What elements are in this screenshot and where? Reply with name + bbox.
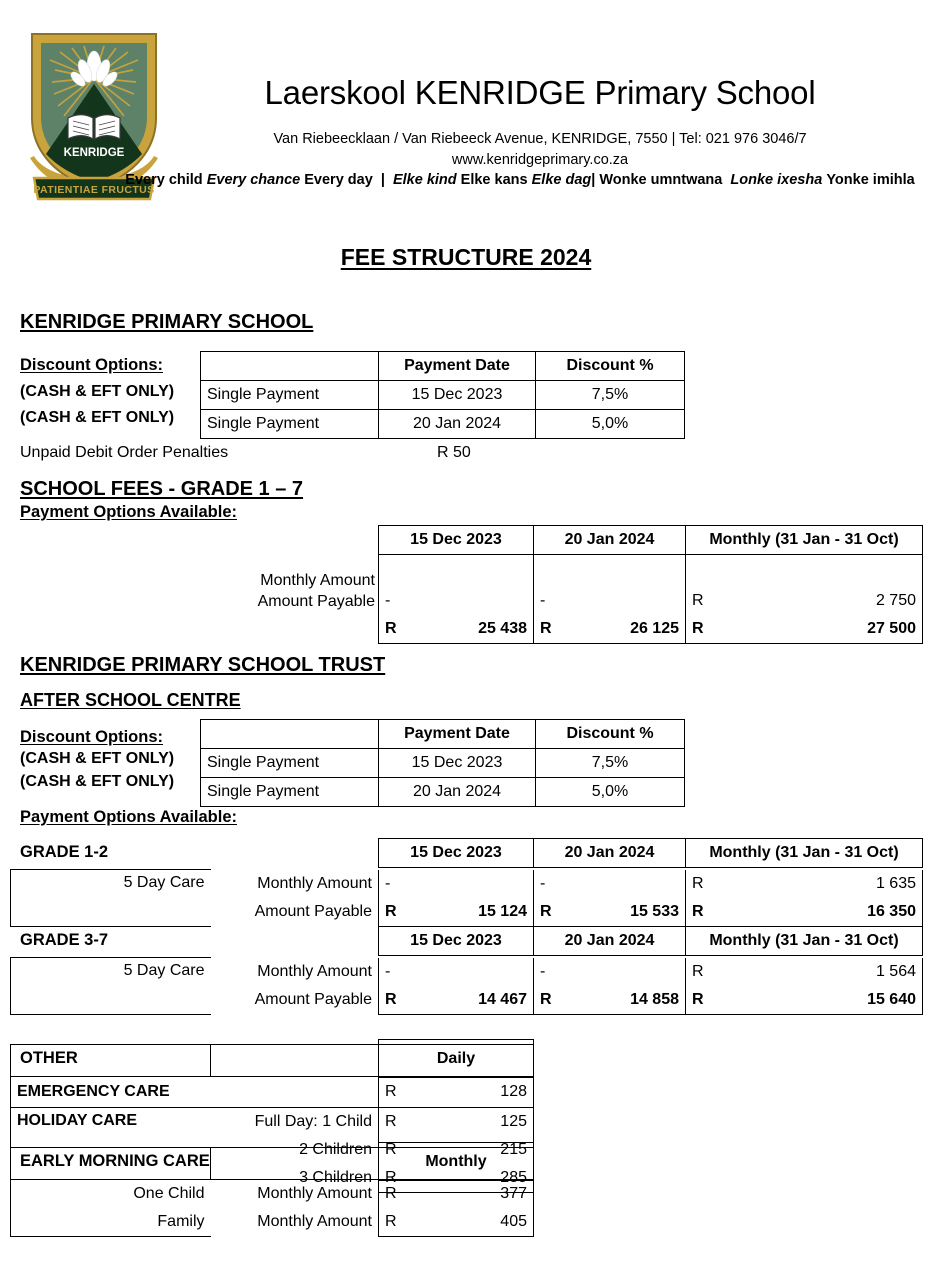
grade-1-2-amount-payable-15dec [379, 898, 534, 927]
school-tagline [120, 172, 920, 188]
discount-header-pct-trust: Discount % [536, 720, 685, 749]
fees-spacer-1 [379, 555, 534, 588]
val: 377 [500, 1185, 527, 1202]
table-row [379, 615, 923, 644]
early-morning-value-1 [379, 1180, 534, 1209]
table-row [11, 1077, 534, 1108]
cur: - [385, 874, 391, 892]
val: 128 [500, 1083, 527, 1100]
grade-1-2-row-label-amount-payable: Amount Payable [254, 902, 372, 920]
tagline-part-8: Lonke ixesha [730, 172, 823, 188]
discount-pct-trust-2: 5,0% [536, 778, 685, 807]
school-website: www.kenridgeprimary.co.za [451, 152, 629, 168]
discount-date-school-2: 20 Jan 2024 [379, 410, 536, 439]
grade-1-2-monthly-amount-15dec [379, 870, 534, 898]
fees-spacer-2 [534, 555, 686, 588]
cur: - [385, 962, 391, 980]
table-row [379, 927, 923, 956]
grade-3-7-amount-payable-monthly [686, 986, 923, 1015]
fees-header-20jan-school: 20 Jan 2024 [534, 526, 686, 555]
discount-option-trust-2: Single Payment [201, 778, 379, 807]
val: 1 635 [875, 874, 916, 892]
tagline-part-1: Every child [125, 172, 203, 188]
grade-3-7-header-20jan: 20 Jan 2024 [534, 927, 686, 956]
table-row [379, 526, 923, 555]
cur: R [385, 1169, 397, 1186]
grade-3-7-title: GRADE 3-7 [20, 931, 109, 949]
other-spacer-right [379, 1045, 534, 1077]
holiday-care-label: HOLIDAY CARE [11, 1108, 211, 1193]
discount-option-trust-1: Single Payment [201, 749, 379, 778]
grade-1-2-care-label: 5 Day Care [11, 870, 211, 927]
table-row [201, 381, 685, 410]
fees-amount-payable-15dec-school [379, 615, 534, 644]
fees-row-labels-school [200, 570, 375, 612]
grade-3-7-header-monthly: Monthly (31 Jan - 31 Oct) [686, 927, 923, 956]
cur: R [540, 620, 552, 637]
cur: R [385, 1141, 397, 1158]
val: 15 533 [630, 902, 679, 920]
discount-date-trust-1: 15 Dec 2023 [379, 749, 536, 778]
grade-1-2-amount-payable-20jan [534, 898, 686, 927]
early-morning-value-2 [379, 1208, 534, 1237]
grade-1-2-header-15dec: 15 Dec 2023 [379, 839, 534, 868]
grade-3-7-monthly-amount-15dec [379, 958, 534, 986]
section-heading-trust [20, 654, 385, 677]
early-morning-rate-header: Monthly [379, 1143, 534, 1181]
table-row [11, 1148, 534, 1180]
early-morning-row-label-1: Monthly Amount [257, 1185, 372, 1202]
tagline-part-7: Wonke umntwana [599, 172, 723, 188]
early-morning-who-2: Family [11, 1208, 211, 1237]
discount-pct-school-2: 5,0% [536, 410, 685, 439]
table-row [201, 778, 685, 807]
val: 16 350 [867, 902, 916, 920]
tagline-separator-1: | [380, 172, 385, 188]
cur: R [385, 620, 397, 637]
early-morning-table [10, 1147, 534, 1237]
discount-option-school-2: Single Payment [201, 410, 379, 439]
payment-options-label-trust [20, 808, 237, 827]
table-row [11, 1108, 534, 1137]
section-heading-school-fees [20, 478, 303, 501]
cur: R [692, 990, 704, 1008]
cur: - [385, 592, 391, 609]
cur: R [385, 1213, 397, 1230]
grade-1-2-monthly-amount-20jan [534, 870, 686, 898]
grade-3-7-row-label-monthly-amount: Monthly Amount [257, 962, 372, 980]
discount-option-school-1: Single Payment [201, 381, 379, 410]
discount-header-date-school: Payment Date [379, 352, 536, 381]
cur: R [692, 874, 704, 892]
section-heading-school-text: KENRIDGE PRIMARY SCHOOL [20, 311, 314, 333]
val: 27 500 [867, 620, 916, 637]
val: 285 [500, 1169, 527, 1186]
cur: R [692, 962, 704, 980]
discount-date-trust-2: 20 Jan 2024 [379, 778, 536, 807]
grade-3-7-amount-payable-20jan [534, 986, 686, 1015]
val: 2 750 [875, 592, 916, 609]
subheading-after-school-centre-text: AFTER SCHOOL CENTRE [20, 690, 241, 710]
cur: R [385, 1113, 397, 1130]
cur: R [692, 620, 704, 637]
fees-amount-payable-monthly-school [686, 615, 923, 644]
page-title [0, 244, 932, 271]
discount-options-label-school [20, 356, 163, 375]
discount-options-label-school-text: Discount Options: [20, 356, 163, 374]
table-row [11, 870, 923, 898]
discount-pct-school-1: 7,5% [536, 381, 685, 410]
grade-3-7-header-15dec: 15 Dec 2023 [379, 927, 534, 956]
early-morning-care-title: EARLY MORNING CARE [20, 1152, 210, 1170]
cash-eft-label-school-1: (CASH & EFT ONLY) [20, 383, 175, 400]
val: 15 640 [867, 990, 916, 1008]
cur: R [385, 1185, 397, 1202]
other-rate-header: Daily [379, 1040, 534, 1078]
holiday-care-row-label-3: 3 Children [299, 1169, 372, 1187]
fees-spacer-3 [686, 555, 923, 588]
tagline-part-9: Yonke imihla [826, 172, 915, 188]
cur: - [540, 962, 546, 980]
holiday-care-value-1 [379, 1108, 534, 1137]
tagline-part-3: Every day [304, 172, 373, 188]
grade-3-7-monthly-amount-monthly [686, 958, 923, 986]
discount-header-pct-school: Discount % [536, 352, 685, 381]
cash-eft-label-trust-1: (CASH & EFT ONLY) [20, 750, 175, 767]
grade-1-2-body-table [10, 869, 923, 927]
penalty-label: Unpaid Debit Order Penalties [20, 444, 229, 461]
discount-header-blank-trust [201, 720, 379, 749]
tagline-separator-2: | [591, 172, 596, 188]
fees-monthly-amount-20jan-school [534, 587, 686, 615]
early-morning-spacer-mid [211, 1148, 379, 1180]
val: 14 858 [630, 990, 679, 1008]
holiday-care-row-label-2: 2 Children [299, 1141, 372, 1158]
cur: - [540, 592, 546, 609]
table-row [201, 410, 685, 439]
discount-table-school [200, 351, 685, 439]
school-address: Van Riebeecklaan / Van Riebeeck Avenue, KENRIDGE, 7550 | Tel: 021 976 3046/7 [273, 131, 807, 147]
table-row [201, 720, 685, 749]
fees-monthly-amount-monthly-school [686, 587, 923, 615]
payment-options-label-school-text: Payment Options Available: [20, 503, 237, 521]
fees-amount-payable-20jan-school [534, 615, 686, 644]
table-row [379, 555, 923, 588]
early-morning-who-1: One Child [11, 1180, 211, 1209]
discount-pct-trust-1: 7,5% [536, 749, 685, 778]
cash-eft-label-trust-2: (CASH & EFT ONLY) [20, 773, 175, 790]
tagline-part-2: Every chance [206, 172, 301, 188]
table-row [11, 1208, 534, 1237]
val: 25 438 [478, 620, 527, 637]
payment-options-label-trust-text: Payment Options Available: [20, 808, 237, 826]
val: 1 564 [875, 962, 916, 980]
table-row [11, 1045, 534, 1077]
fees-monthly-amount-15dec-school [379, 587, 534, 615]
val: 15 124 [478, 902, 527, 920]
early-morning-row-label-2: Monthly Amount [257, 1213, 372, 1231]
payment-options-label-school [20, 503, 237, 522]
document-header [0, 0, 932, 200]
grade-1-2-header-monthly: Monthly (31 Jan - 31 Oct) [686, 839, 923, 868]
early-morning-spacer-left [11, 1148, 211, 1180]
discount-header-date-trust: Payment Date [379, 720, 536, 749]
val: 215 [500, 1141, 527, 1158]
discount-table-trust [200, 719, 685, 807]
grade-3-7-monthly-amount-20jan [534, 958, 686, 986]
fees-header-monthly-school: Monthly (31 Jan - 31 Oct) [686, 526, 923, 555]
cur: - [540, 874, 546, 892]
grade-3-7-care-label: 5 Day Care [11, 958, 211, 1015]
cur: R [540, 902, 552, 920]
section-heading-school-fees-text: SCHOOL FEES - GRADE 1 – 7 [20, 478, 304, 500]
cur: R [540, 990, 552, 1008]
grade-1-2-header-table [378, 838, 923, 868]
grade-3-7-row-label-amount-payable: Amount Payable [254, 990, 372, 1008]
fees-header-15dec-school: 15 Dec 2023 [379, 526, 534, 555]
school-title: Laerskool KENRIDGE Primary School [264, 74, 816, 111]
grade-1-2-title: GRADE 1-2 [20, 843, 109, 861]
tagline-part-5: Elke kans [460, 172, 528, 188]
other-spacer-mid [211, 1045, 379, 1077]
table-row [379, 839, 923, 868]
table-row [11, 958, 923, 986]
emergency-care-label: EMERGENCY CARE [11, 1077, 379, 1108]
val: 14 467 [478, 990, 527, 1008]
tagline-part-6: Elke dag [531, 172, 592, 188]
cur: R [385, 1083, 397, 1100]
cur: R [692, 902, 704, 920]
holiday-care-row-label-1: Full Day: 1 Child [254, 1113, 372, 1130]
fees-table-school [378, 525, 923, 644]
table-row [201, 749, 685, 778]
early-morning-spacer-right [379, 1148, 534, 1180]
table-row [201, 352, 685, 381]
tagline-part-4: Elke kind [392, 172, 457, 188]
discount-options-label-trust [20, 728, 163, 747]
table-row [379, 587, 923, 615]
emergency-care-value [379, 1077, 534, 1108]
subheading-after-school-centre [20, 690, 241, 711]
discount-options-label-trust-text: Discount Options: [20, 728, 163, 746]
grade-3-7-body-table [10, 957, 923, 1015]
grade-1-2-row-label-monthly-amount: Monthly Amount [257, 874, 372, 892]
grade-3-7-header-table [378, 926, 923, 956]
cur: R [385, 902, 397, 920]
fees-row-label-monthly-amount: Monthly Amount [260, 572, 375, 589]
table-row [11, 1180, 534, 1209]
page-title-text: FEE STRUCTURE 2024 [340, 244, 592, 270]
fees-row-label-amount-payable: Amount Payable [257, 593, 375, 610]
other-title: OTHER [20, 1049, 78, 1067]
grade-1-2-amount-payable-monthly [686, 898, 923, 927]
other-spacer-left [11, 1045, 211, 1077]
section-heading-school [20, 311, 313, 334]
cur: R [385, 990, 397, 1008]
cur: R [692, 592, 704, 609]
val: 26 125 [630, 620, 679, 637]
grade-1-2-header-20jan: 20 Jan 2024 [534, 839, 686, 868]
discount-date-school-1: 15 Dec 2023 [379, 381, 536, 410]
section-heading-trust-text: KENRIDGE PRIMARY SCHOOL TRUST [20, 654, 386, 676]
val: 405 [500, 1213, 527, 1230]
grade-1-2-monthly-amount-monthly [686, 870, 923, 898]
crest-motto-text: PATIENTIAE FRUCTUS [33, 184, 155, 196]
crest-name-text: KENRIDGE [63, 147, 125, 159]
grade-3-7-amount-payable-15dec [379, 986, 534, 1015]
discount-header-blank-school [201, 352, 379, 381]
val: 125 [500, 1113, 527, 1130]
cash-eft-label-school-2: (CASH & EFT ONLY) [20, 409, 175, 426]
penalty-value: R 50 [437, 444, 471, 461]
